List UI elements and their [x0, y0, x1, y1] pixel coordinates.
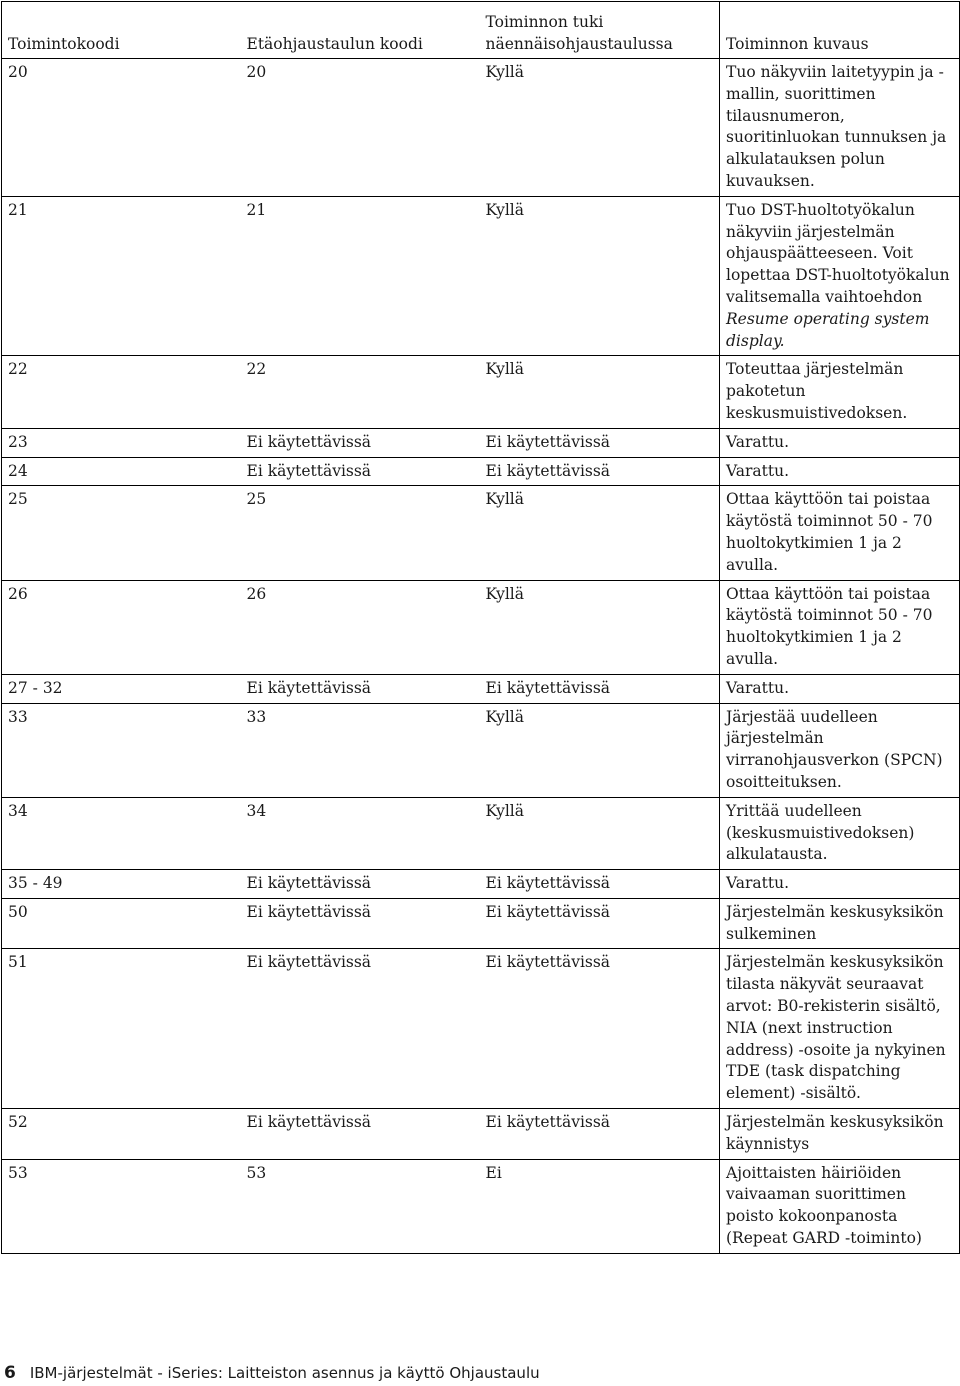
function-code-cell: 33 — [2, 703, 241, 797]
description-option-name: Resume operating system display. — [726, 309, 930, 350]
function-description-cell — [720, 1159, 960, 1253]
table-row — [2, 1159, 960, 1253]
header-function-code: Toimintokoodi — [2, 2, 241, 59]
description-text: Varattu. — [726, 461, 790, 480]
table-row — [2, 674, 960, 703]
function-description-cell — [720, 797, 960, 869]
description-text: Ottaa käyttöön tai poistaa käytöstä toiminnot 50 - 70 huoltokytkimien 1 ja 2 avulla. — [726, 584, 933, 668]
function-code-cell: 22 — [2, 356, 241, 428]
table-body — [2, 59, 960, 1254]
function-description-cell — [720, 949, 960, 1109]
description-text: Järjestelmän keskusyksikön tilasta näkyvät seuraavat arvot: B0-rekisterin sisältö, NIA (next instruction address) -osoite ja nykyinen TDE (task dispatching element) -sisältö. — [726, 953, 946, 1103]
function-description-cell — [720, 196, 960, 356]
function-description-cell — [720, 674, 960, 703]
function-code-cell: 23 — [2, 428, 241, 457]
remote-panel-code-cell: 33 — [241, 703, 480, 797]
virtual-panel-support-cell: Kyllä — [480, 59, 720, 197]
function-code-cell: 26 — [2, 580, 241, 674]
description-text: Järjestelmän keskusyksikön käynnistys — [726, 1113, 944, 1153]
function-code-cell: 53 — [2, 1159, 241, 1253]
function-description-cell — [720, 59, 960, 197]
virtual-panel-support-cell: Kyllä — [480, 703, 720, 797]
virtual-panel-support-cell: Ei käytettävissä — [480, 949, 720, 1109]
remote-panel-code-cell: 53 — [241, 1159, 480, 1253]
function-description-cell — [720, 1109, 960, 1160]
function-code-cell: 27 - 32 — [2, 674, 241, 703]
table-row — [2, 870, 960, 899]
function-code-cell: 20 — [2, 59, 241, 197]
description-text: Ajoittaisten häiriöiden vaivaaman suorittimen poisto kokoonpanosta (Repeat GARD -toiminto) — [726, 1163, 922, 1248]
function-description-cell — [720, 870, 960, 899]
description-text: Varattu. — [726, 874, 790, 893]
function-description-cell — [720, 356, 960, 428]
table-row — [2, 428, 960, 457]
function-description-cell — [720, 457, 960, 486]
function-code-cell: 35 - 49 — [2, 870, 241, 899]
description-text: Järjestää uudelleen järjestelmän virranohjausverkon (SPCN) osoitteituksen. — [726, 707, 943, 791]
table-row — [2, 703, 960, 797]
function-code-cell: 25 — [2, 486, 241, 580]
footer-text: IBM-järjestelmät - iSeries: Laitteiston asennus ja käyttö Ohjaustaulu — [29, 1364, 540, 1382]
table-row — [2, 949, 960, 1109]
virtual-panel-support-cell: Kyllä — [480, 356, 720, 428]
virtual-panel-support-cell: Ei käytettävissä — [480, 870, 720, 899]
function-code-cell: 51 — [2, 949, 241, 1109]
table-row — [2, 356, 960, 428]
table-row — [2, 797, 960, 869]
remote-panel-code-cell: Ei käytettävissä — [241, 1109, 480, 1160]
virtual-panel-support-cell: Ei käytettävissä — [480, 457, 720, 486]
table-row — [2, 59, 960, 197]
function-code-cell: 24 — [2, 457, 241, 486]
remote-panel-code-cell: Ei käytettävissä — [241, 898, 480, 949]
remote-panel-code-cell: 20 — [241, 59, 480, 197]
page-number: 6 — [4, 1363, 16, 1383]
page-footer — [4, 1362, 540, 1384]
function-description-cell — [720, 580, 960, 674]
function-description-cell — [720, 428, 960, 457]
function-code-cell: 52 — [2, 1109, 241, 1160]
remote-panel-code-cell: 22 — [241, 356, 480, 428]
table-row — [2, 580, 960, 674]
virtual-panel-support-cell: Ei käytettävissä — [480, 428, 720, 457]
virtual-panel-support-cell: Kyllä — [480, 580, 720, 674]
header-remote-panel-code: Etäohjaustaulun koodi — [241, 2, 480, 59]
virtual-panel-support-cell: Kyllä — [480, 486, 720, 580]
function-code-table — [1, 1, 960, 1254]
remote-panel-code-cell: Ei käytettävissä — [241, 674, 480, 703]
remote-panel-code-cell: Ei käytettävissä — [241, 457, 480, 486]
virtual-panel-support-cell: Kyllä — [480, 196, 720, 356]
function-code-cell: 21 — [2, 196, 241, 356]
description-text: Järjestelmän keskusyksikön sulkeminen — [726, 902, 944, 943]
header-function-description: Toiminnon kuvaus — [720, 2, 960, 59]
remote-panel-code-cell: Ei käytettävissä — [241, 428, 480, 457]
remote-panel-code-cell: Ei käytettävissä — [241, 949, 480, 1109]
description-text: Varattu. — [726, 678, 790, 697]
table-row — [2, 457, 960, 486]
function-code-cell: 50 — [2, 898, 241, 949]
table-row — [2, 898, 960, 949]
virtual-panel-support-cell: Ei käytettävissä — [480, 674, 720, 703]
remote-panel-code-cell: 34 — [241, 797, 480, 869]
function-description-cell — [720, 486, 960, 580]
function-description-cell — [720, 898, 960, 949]
remote-panel-code-cell: 25 — [241, 486, 480, 580]
description-text: Varattu. — [726, 432, 790, 451]
table-row — [2, 1109, 960, 1160]
virtual-panel-support-cell: Ei käytettävissä — [480, 1109, 720, 1160]
description-text: Yrittää uudelleen (keskusmuistivedoksen) alkulatausta. — [726, 801, 915, 864]
table-row — [2, 486, 960, 580]
description-text: Ottaa käyttöön tai poistaa käytöstä toiminnot 50 - 70 huoltokytkimien 1 ja 2 avulla. — [726, 490, 933, 574]
description-text: Tuo näkyviin laitetyypin ja -mallin, suorittimen tilausnumeron, suoritinluokan tunnuksen ja alkulatauksen polun kuvauksen. — [726, 63, 947, 190]
remote-panel-code-cell: 21 — [241, 196, 480, 356]
function-code-cell: 34 — [2, 797, 241, 869]
description-text: Tuo DST-huoltotyökalun näkyviin järjestelmän ohjauspäätteeseen. Voit lopettaa DST-huoltotyökalun valitsemalla vaihtoehdon — [726, 200, 950, 306]
virtual-panel-support-cell: Ei käytettävissä — [480, 898, 720, 949]
remote-panel-code-cell: 26 — [241, 580, 480, 674]
table-header-row — [2, 2, 960, 59]
virtual-panel-support-cell: Kyllä — [480, 797, 720, 869]
virtual-panel-support-cell: Ei — [480, 1159, 720, 1253]
description-text: Toteuttaa järjestelmän pakotetun keskusmuistivedoksen. — [726, 360, 908, 422]
table-row — [2, 196, 960, 356]
header-virtual-panel-support: Toiminnon tuki näennäisohjaustaulussa — [480, 2, 720, 59]
remote-panel-code-cell: Ei käytettävissä — [241, 870, 480, 899]
function-description-cell — [720, 703, 960, 797]
